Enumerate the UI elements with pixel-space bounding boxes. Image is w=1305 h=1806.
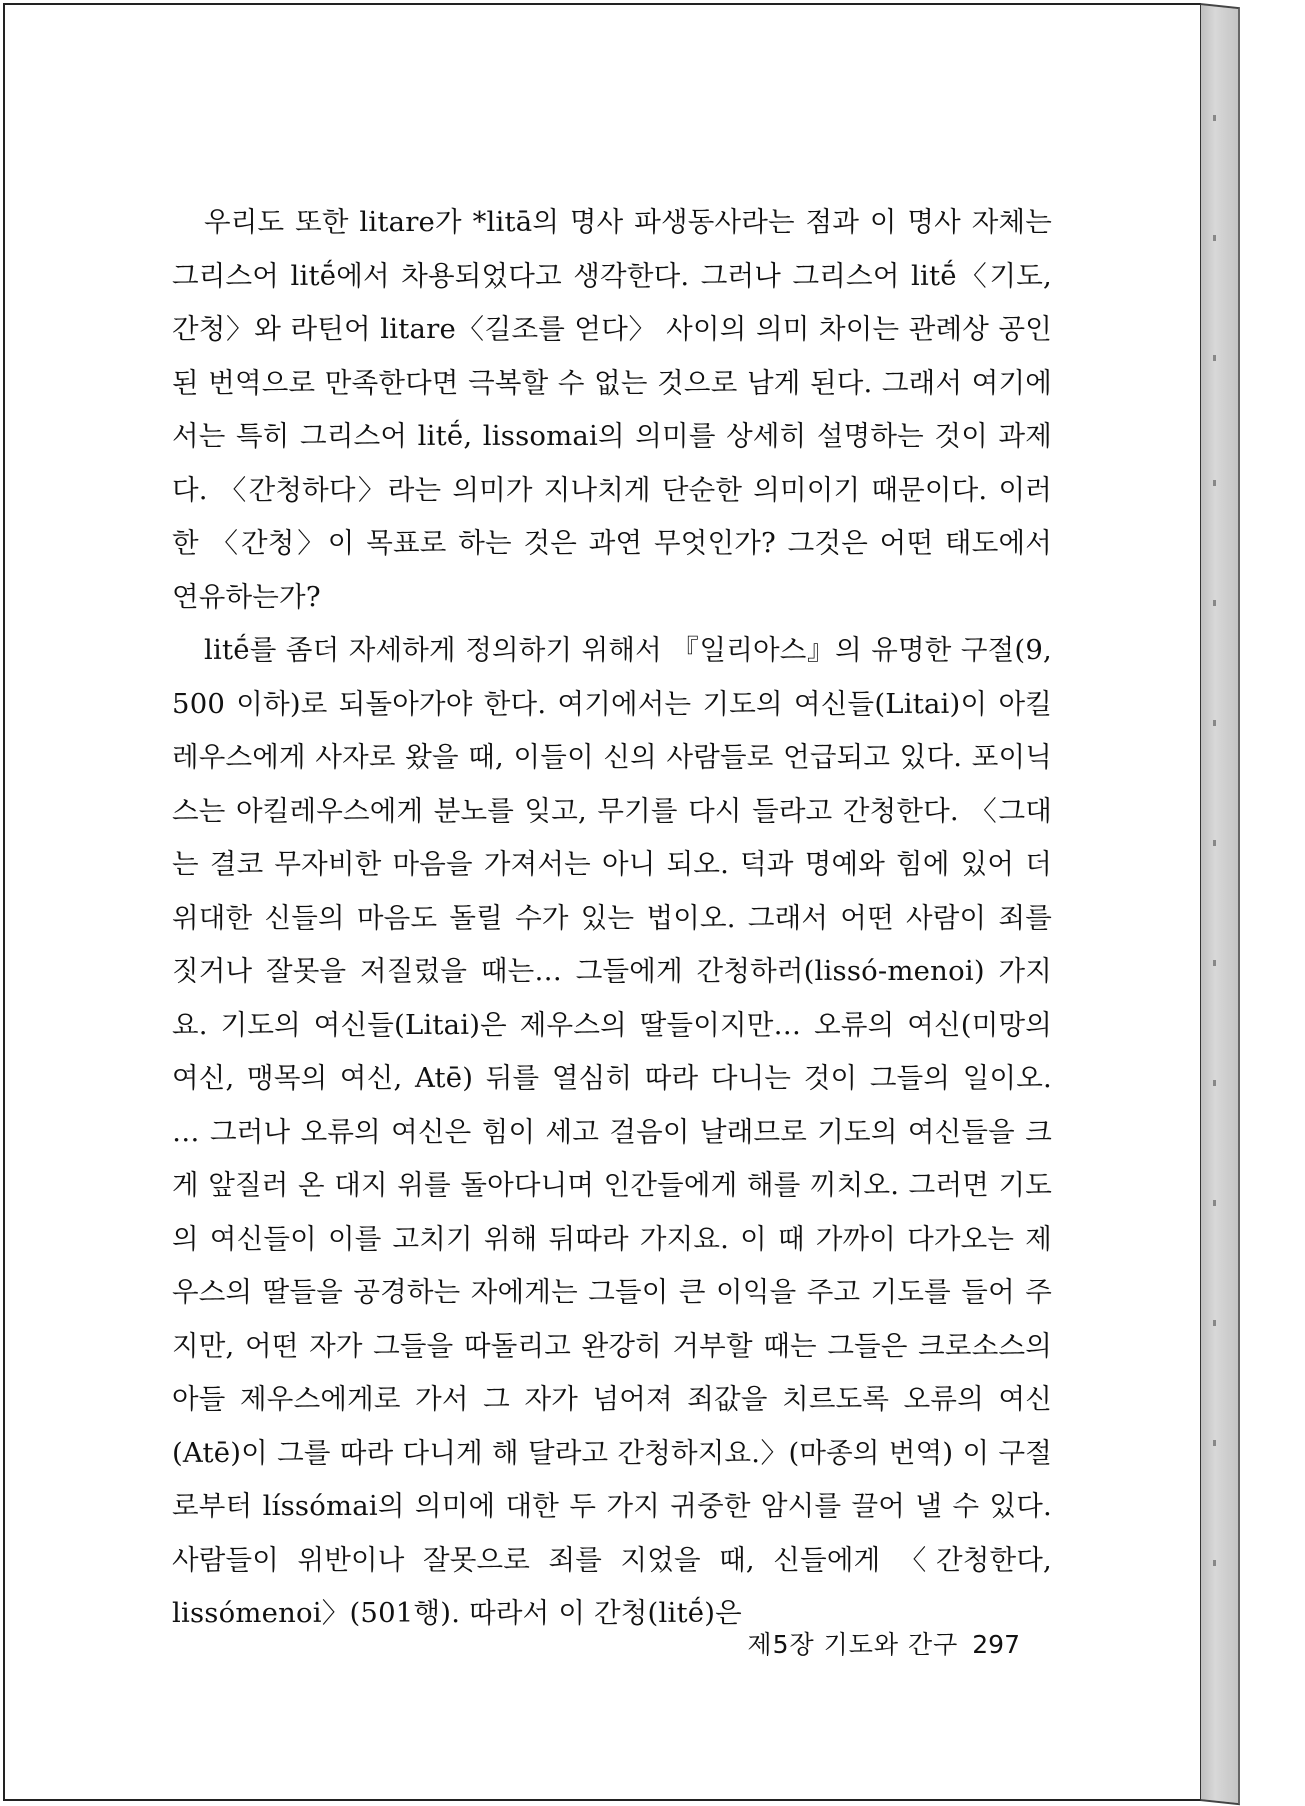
edge-tick — [1213, 1560, 1216, 1566]
edge-tick — [1213, 840, 1216, 846]
edge-tick — [1213, 1320, 1216, 1326]
paragraph-1: 우리도 또한 litare가 *litā의 명사 파생동사라는 점과 이 명사 자체는 그리스어 litḗ에서 차용되었다고 생각한다. 그러나 그리스어 litḗ〈기도, 간청〉와 라틴어 litare〈길조를 얻다〉 사이의 의미 차이는 관례상 공인된 번역으로 만족한다면 극복할 수 없는 것으로 남게 된다. 그래서 여기에서는 특히 그리스어 litḗ, lissomai의 의미를 상세히 설명하는 것이 과제다. 〈간청하다〉라는 의미가 지나치게 단순한 의미이기 때문이다. 이러한 〈간청〉이 목표로 하는 것은 과연 무엇인가? 그것은 어떤 태도에서 연유하는가? — [172, 206, 1052, 613]
edge-tick — [1213, 355, 1216, 361]
edge-tick — [1213, 1440, 1216, 1446]
running-footer — [740, 1625, 1020, 1661]
page-edge-stack — [1200, 3, 1240, 1805]
chapter-title: 제5장 기도와 간구 — [747, 1630, 959, 1659]
edge-tick — [1213, 115, 1216, 121]
paragraph-2: litḗ를 좀더 자세하게 정의하기 위해서 『일리아스』의 유명한 구절(9, 500 이하)로 되돌아가야 한다. 여기에서는 기도의 여신들(Litai)이 아킬레우스에게 사자로 왔을 때, 이들이 신의 사람들로 언급되고 있다. 포이닉스는 아킬레우스에게 분노를 잊고, 무기를 다시 들라고 간청한다. 〈그대는 결코 무자비한 마음을 가져서는 아니 되오. 덕과 명예와 힘에 있어 더 위대한 신들의 마음도 돌릴 수가 있는 법이오. 그래서 어떤 사람이 죄를 짓거나 잘못을 저질렀을 때는… 그들에게 간청하러(lissó-menoi) 가지요. 기도의 여신들(Litai)은 제우스의 딸들이지만… 오류의 여신(미망의 여신, 맹목의 여신, Atē) 뒤를 열심히 따라 다니는 것이 그들의 일이오. … 그러나 오류의 여신은 힘이 세고 걸음이 날래므로 기도의 여신들을 크게 앞질러 온 대지 위를 돌아다니며 인간들에게 해를 끼치오. 그러면 기도의 여신들이 이를 고치기 위해 뒤따라 가지요. 이 때 가까이 다가오는 제우스의 딸들을 공경하는 자에게는 그들이 큰 이익을 주고 기도를 들어 주지만, 어떤 자가 그들을 따돌리고 완강히 거부할 때는 그들은 크로소스의 아들 제우스에게로 가서 그 자가 넘어져 죄값을 치르도록 오류의 여신(Atē)이 그를 따라 다니게 해 달라고 간청하지요.〉(마종의 번역) 이 구절로부터 líssómai의 의미에 대한 두 가지 귀중한 암시를 끌어 낼 수 있다. 사람들이 위반이나 잘못으로 죄를 지었을 때, 신들에게 〈간청한다, lissómenoi〉(501행). 따라서 이 간청(litḗ)은 — [172, 634, 1052, 1629]
edge-tick — [1213, 600, 1216, 606]
edge-tick — [1213, 1200, 1216, 1206]
edge-tick — [1213, 960, 1216, 966]
edge-tick — [1213, 480, 1216, 486]
edge-tick — [1213, 720, 1216, 726]
edge-tick — [1213, 1080, 1216, 1086]
edge-tick — [1213, 235, 1216, 241]
body-text — [172, 196, 1052, 1641]
page-number: 297 — [972, 1630, 1020, 1659]
